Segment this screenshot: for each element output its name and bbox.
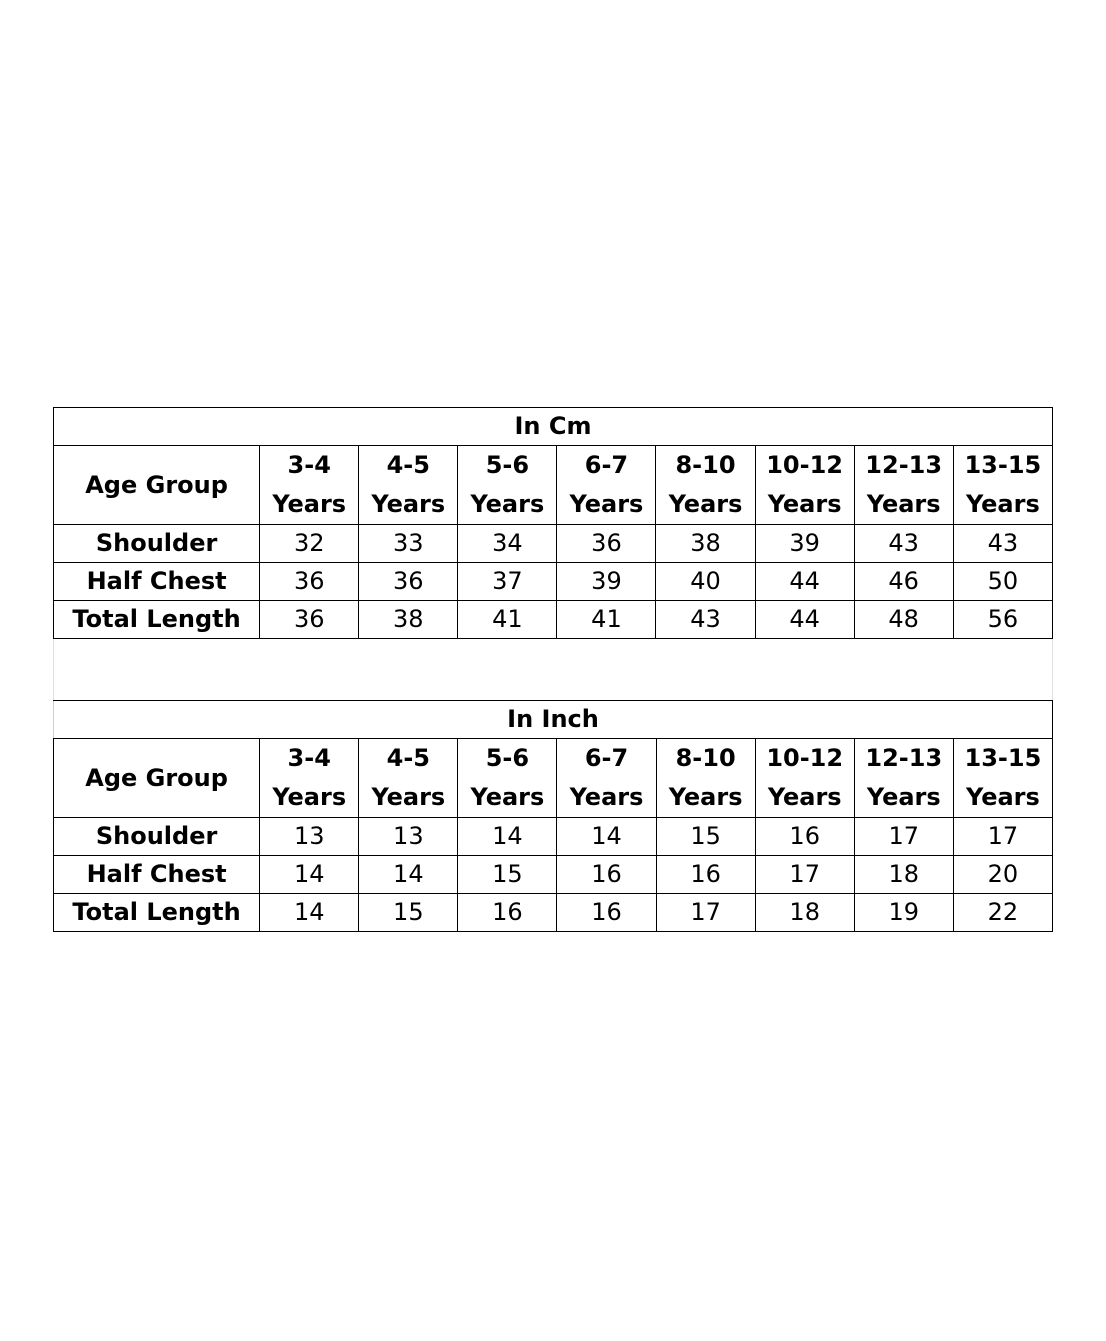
age-column-header bbox=[854, 739, 953, 818]
measurement-value: 39 bbox=[755, 525, 854, 563]
age-group-header: Age Group bbox=[54, 739, 260, 818]
table-row bbox=[54, 525, 1053, 563]
measurement-value: 20 bbox=[953, 856, 1052, 894]
measurement-value: 17 bbox=[953, 818, 1052, 856]
age-column-header bbox=[953, 739, 1052, 818]
measurement-value: 16 bbox=[458, 894, 557, 932]
age-range: 12-13 bbox=[865, 451, 943, 479]
age-column-header bbox=[458, 739, 557, 818]
inch-size-table bbox=[53, 700, 1053, 932]
age-range: 3-4 bbox=[287, 451, 331, 479]
table-row bbox=[54, 818, 1053, 856]
measurement-value: 46 bbox=[854, 563, 953, 601]
measurement-label: Shoulder bbox=[54, 818, 260, 856]
age-range: 4-5 bbox=[386, 744, 430, 772]
age-range: 10-12 bbox=[766, 744, 844, 772]
measurement-value: 14 bbox=[359, 856, 458, 894]
age-unit: Years bbox=[668, 783, 743, 811]
measurement-value: 41 bbox=[458, 601, 557, 639]
table-title: In Cm bbox=[54, 408, 1053, 446]
measurement-value: 14 bbox=[458, 818, 557, 856]
age-range: 13-15 bbox=[964, 451, 1042, 479]
measurement-value: 16 bbox=[656, 856, 755, 894]
age-unit: Years bbox=[371, 783, 446, 811]
age-range: 5-6 bbox=[485, 744, 530, 772]
measurement-value: 40 bbox=[656, 563, 755, 601]
measurement-value: 16 bbox=[557, 856, 656, 894]
measurement-label: Half Chest bbox=[54, 563, 260, 601]
measurement-value: 38 bbox=[656, 525, 755, 563]
measurement-value: 39 bbox=[557, 563, 656, 601]
age-column-header bbox=[458, 446, 557, 525]
age-group-header: Age Group bbox=[54, 446, 260, 525]
measurement-label: Half Chest bbox=[54, 856, 260, 894]
age-range: 8-10 bbox=[675, 451, 736, 479]
age-unit: Years bbox=[767, 490, 842, 518]
age-unit: Years bbox=[866, 783, 941, 811]
measurement-value: 19 bbox=[854, 894, 953, 932]
age-column-header bbox=[755, 446, 854, 525]
age-unit: Years bbox=[668, 490, 743, 518]
age-column-header bbox=[557, 739, 656, 818]
measurement-value: 17 bbox=[656, 894, 755, 932]
header-row bbox=[54, 739, 1053, 818]
age-unit: Years bbox=[272, 783, 347, 811]
age-unit: Years bbox=[767, 783, 842, 811]
table-spacer bbox=[53, 639, 1053, 700]
measurement-label: Total Length bbox=[54, 601, 260, 639]
measurement-value: 44 bbox=[755, 601, 854, 639]
measurement-label: Shoulder bbox=[54, 525, 260, 563]
measurement-value: 50 bbox=[953, 563, 1052, 601]
age-range: 10-12 bbox=[766, 451, 843, 479]
measurement-value: 43 bbox=[953, 525, 1052, 563]
age-column-header bbox=[953, 446, 1052, 525]
measurement-value: 44 bbox=[755, 563, 854, 601]
measurement-value: 36 bbox=[260, 601, 359, 639]
age-range: 13-15 bbox=[964, 744, 1042, 772]
measurement-value: 56 bbox=[953, 601, 1052, 639]
measurement-value: 41 bbox=[557, 601, 656, 639]
measurement-value: 14 bbox=[260, 856, 359, 894]
age-range: 12-13 bbox=[865, 744, 943, 772]
measurement-value: 15 bbox=[656, 818, 755, 856]
tables-root bbox=[53, 407, 1053, 932]
age-range: 6-7 bbox=[584, 744, 629, 772]
age-unit: Years bbox=[569, 783, 644, 811]
age-column-header bbox=[557, 446, 656, 525]
table-row bbox=[54, 563, 1053, 601]
measurement-value: 36 bbox=[359, 563, 458, 601]
age-range: 3-4 bbox=[287, 744, 331, 772]
table-row bbox=[54, 894, 1053, 932]
table-title-row bbox=[54, 408, 1053, 446]
age-column-header bbox=[755, 739, 854, 818]
measurement-value: 34 bbox=[458, 525, 557, 563]
measurement-value: 16 bbox=[557, 894, 656, 932]
measurement-value: 16 bbox=[755, 818, 854, 856]
age-column-header bbox=[260, 446, 359, 525]
measurement-value: 33 bbox=[359, 525, 458, 563]
measurement-value: 15 bbox=[359, 894, 458, 932]
table-title-row bbox=[54, 701, 1053, 739]
measurement-value: 14 bbox=[557, 818, 656, 856]
measurement-value: 14 bbox=[260, 894, 359, 932]
age-range: 8-10 bbox=[675, 744, 736, 772]
age-column-header bbox=[260, 739, 359, 818]
measurement-value: 22 bbox=[953, 894, 1052, 932]
measurement-value: 13 bbox=[260, 818, 359, 856]
age-column-header bbox=[854, 446, 953, 525]
header-row bbox=[54, 446, 1053, 525]
age-column-header bbox=[656, 739, 755, 818]
age-unit: Years bbox=[965, 490, 1040, 518]
measurement-value: 32 bbox=[260, 525, 359, 563]
measurement-value: 17 bbox=[755, 856, 854, 894]
size-chart bbox=[53, 407, 1053, 932]
table-row bbox=[54, 856, 1053, 894]
measurement-value: 15 bbox=[458, 856, 557, 894]
age-column-header bbox=[359, 739, 458, 818]
age-unit: Years bbox=[371, 490, 446, 518]
age-range: 6-7 bbox=[584, 451, 629, 479]
age-unit: Years bbox=[866, 490, 941, 518]
age-unit: Years bbox=[569, 490, 644, 518]
table-title: In Inch bbox=[54, 701, 1053, 739]
measurement-value: 18 bbox=[854, 856, 953, 894]
measurement-value: 13 bbox=[359, 818, 458, 856]
age-column-header bbox=[656, 446, 755, 525]
measurement-value: 37 bbox=[458, 563, 557, 601]
age-unit: Years bbox=[470, 783, 545, 811]
measurement-label: Total Length bbox=[54, 894, 260, 932]
measurement-value: 43 bbox=[854, 525, 953, 563]
table-row bbox=[54, 601, 1053, 639]
age-unit: Years bbox=[470, 490, 545, 518]
measurement-value: 36 bbox=[557, 525, 656, 563]
measurement-value: 36 bbox=[260, 563, 359, 601]
age-column-header bbox=[359, 446, 458, 525]
measurement-value: 17 bbox=[854, 818, 953, 856]
measurement-value: 18 bbox=[755, 894, 854, 932]
measurement-value: 43 bbox=[656, 601, 755, 639]
cm-size-table bbox=[53, 407, 1053, 639]
age-range: 4-5 bbox=[386, 451, 430, 479]
age-range: 5-6 bbox=[485, 451, 530, 479]
measurement-value: 38 bbox=[359, 601, 458, 639]
age-unit: Years bbox=[272, 490, 347, 518]
age-unit: Years bbox=[966, 783, 1040, 811]
measurement-value: 48 bbox=[854, 601, 953, 639]
